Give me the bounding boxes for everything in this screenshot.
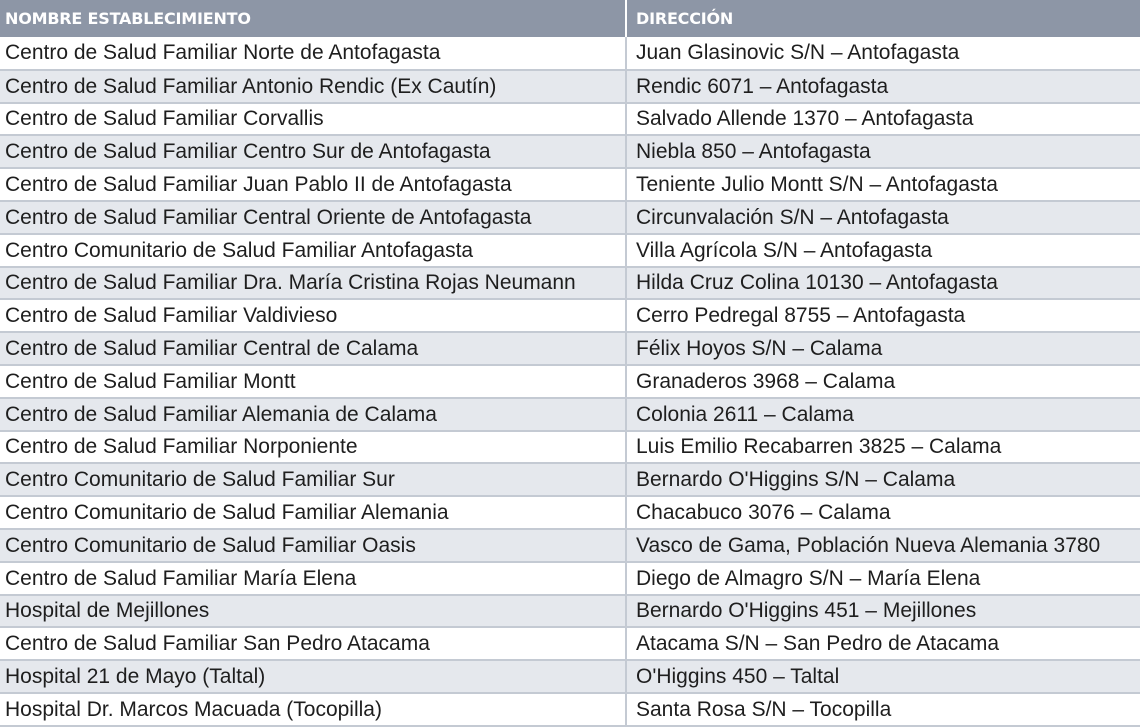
table-row <box>0 693 1140 726</box>
establishment-name-cell: Centro de Salud Familiar Montt <box>0 365 626 398</box>
table-row <box>0 37 1140 70</box>
address-cell: Juan Glasinovic S/N – Antofagasta <box>626 37 1140 70</box>
address-cell: Rendic 6071 – Antofagasta <box>626 70 1140 103</box>
establishment-name-cell: Hospital de Mejillones <box>0 595 626 628</box>
column-header-address: DIRECCIÓN <box>626 0 1140 37</box>
table-row <box>0 168 1140 201</box>
address-cell: Villa Agrícola S/N – Antofagasta <box>626 234 1140 267</box>
table-row <box>0 365 1140 398</box>
table-row <box>0 562 1140 595</box>
establishment-name-cell: Centro de Salud Familiar Norte de Antofagasta <box>0 37 626 70</box>
table-row <box>0 660 1140 693</box>
address-cell: Hilda Cruz Colina 10130 – Antofagasta <box>626 267 1140 300</box>
address-cell: Niebla 850 – Antofagasta <box>626 135 1140 168</box>
address-cell: Teniente Julio Montt S/N – Antofagasta <box>626 168 1140 201</box>
table-row <box>0 463 1140 496</box>
address-cell: Colonia 2611 – Calama <box>626 398 1140 431</box>
table-row <box>0 234 1140 267</box>
table-row <box>0 529 1140 562</box>
establishment-name-cell: Centro Comunitario de Salud Familiar Oasis <box>0 529 626 562</box>
establishment-name-cell: Centro de Salud Familiar Juan Pablo II de Antofagasta <box>0 168 626 201</box>
establishment-name-cell: Centro Comunitario de Salud Familiar Sur <box>0 463 626 496</box>
address-cell: Chacabuco 3076 – Calama <box>626 496 1140 529</box>
address-cell: Félix Hoyos S/N – Calama <box>626 332 1140 365</box>
establishment-name-cell: Centro de Salud Familiar Valdivieso <box>0 299 626 332</box>
establishment-name-cell: Centro de Salud Familiar Corvallis <box>0 103 626 136</box>
address-cell: Granaderos 3968 – Calama <box>626 365 1140 398</box>
table-row <box>0 431 1140 464</box>
address-cell: Bernardo O'Higgins S/N – Calama <box>626 463 1140 496</box>
table-header <box>0 0 1140 37</box>
establishment-name-cell: Centro de Salud Familiar Norponiente <box>0 431 626 464</box>
address-cell: Circunvalación S/N – Antofagasta <box>626 201 1140 234</box>
column-header-name: NOMBRE ESTABLECIMIENTO <box>0 0 626 37</box>
table-row <box>0 135 1140 168</box>
establishment-name-cell: Centro de Salud Familiar Central de Calama <box>0 332 626 365</box>
address-cell: Santa Rosa S/N – Tocopilla <box>626 693 1140 726</box>
address-cell: Diego de Almagro S/N – María Elena <box>626 562 1140 595</box>
establishment-name-cell: Centro de Salud Familiar Antonio Rendic (Ex Cautín) <box>0 70 626 103</box>
address-cell: Salvado Allende 1370 – Antofagasta <box>626 103 1140 136</box>
establishment-name-cell: Hospital 21 de Mayo (Taltal) <box>0 660 626 693</box>
header-row <box>0 0 1140 37</box>
table-row <box>0 70 1140 103</box>
table-row <box>0 496 1140 529</box>
table-row <box>0 627 1140 660</box>
establishment-name-cell: Centro de Salud Familiar María Elena <box>0 562 626 595</box>
establishment-name-cell: Centro Comunitario de Salud Familiar Antofagasta <box>0 234 626 267</box>
address-cell: Atacama S/N – San Pedro de Atacama <box>626 627 1140 660</box>
establishment-name-cell: Centro de Salud Familiar Centro Sur de Antofagasta <box>0 135 626 168</box>
establishment-name-cell: Centro de Salud Familiar San Pedro Atacama <box>0 627 626 660</box>
address-cell: Cerro Pedregal 8755 – Antofagasta <box>626 299 1140 332</box>
table-row <box>0 332 1140 365</box>
address-cell: Luis Emilio Recabarren 3825 – Calama <box>626 431 1140 464</box>
address-cell: Bernardo O'Higgins 451 – Mejillones <box>626 595 1140 628</box>
table-row <box>0 595 1140 628</box>
table-row <box>0 267 1140 300</box>
establishment-name-cell: Centro de Salud Familiar Dra. María Cristina Rojas Neumann <box>0 267 626 300</box>
table-row <box>0 398 1140 431</box>
establishment-name-cell: Centro de Salud Familiar Central Oriente de Antofagasta <box>0 201 626 234</box>
address-cell: O'Higgins 450 – Taltal <box>626 660 1140 693</box>
address-cell: Vasco de Gama, Población Nueva Alemania 3780 <box>626 529 1140 562</box>
establishment-name-cell: Centro Comunitario de Salud Familiar Alemania <box>0 496 626 529</box>
table-row <box>0 201 1140 234</box>
table-row <box>0 103 1140 136</box>
table-body <box>0 37 1140 726</box>
establishment-name-cell: Hospital Dr. Marcos Macuada (Tocopilla) <box>0 693 626 726</box>
establishment-name-cell: Centro de Salud Familiar Alemania de Calama <box>0 398 626 431</box>
table-row <box>0 299 1140 332</box>
